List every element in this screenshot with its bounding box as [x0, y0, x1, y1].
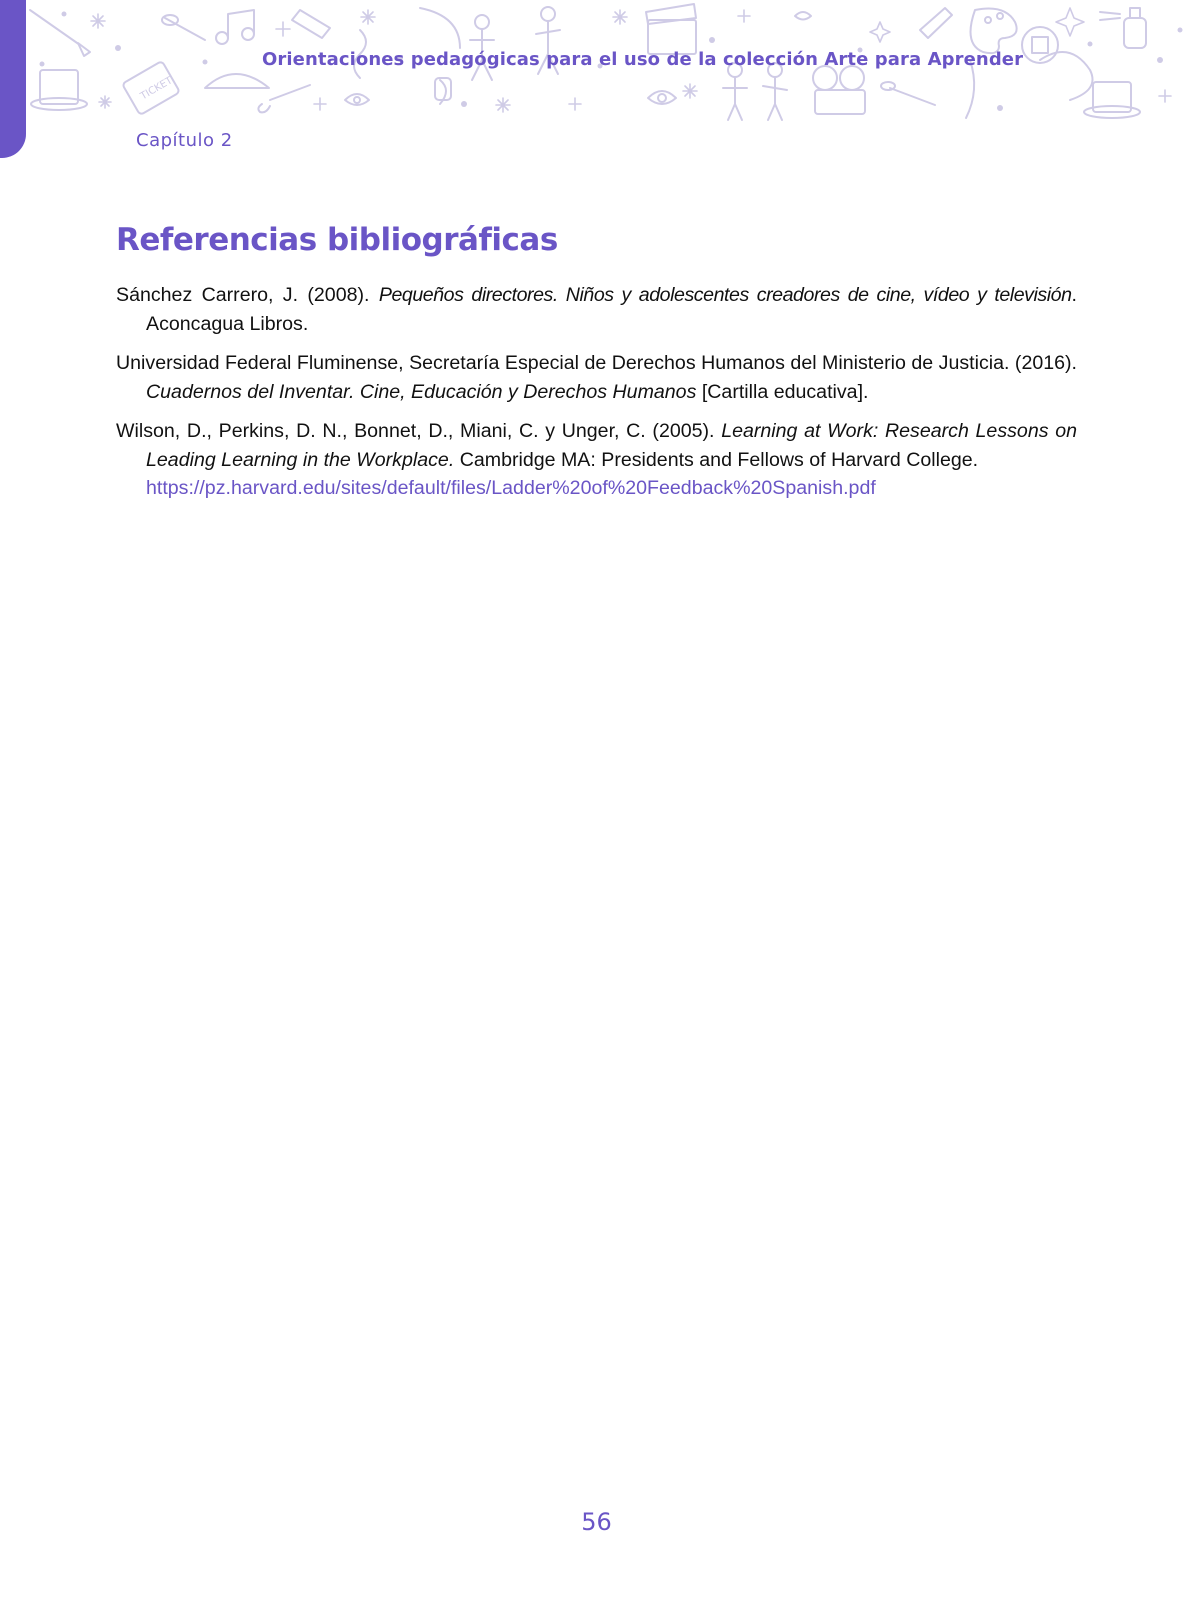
- reference-authors: Universidad Federal Fluminense, Secretaría Especial de Derechos Humanos del Ministerio de Justicia. (2016).: [116, 352, 1077, 374]
- paintbrush-icon: [258, 85, 310, 112]
- theater-figure-icon: [763, 63, 787, 120]
- running-title: Orientaciones pedagógicas para el uso de la colección Arte para Aprender: [262, 49, 1024, 70]
- eye-icon: [345, 94, 369, 105]
- reference-authors: Sánchez Carrero, J. (2008).: [116, 284, 379, 306]
- section-title: Referencias bibliográficas: [116, 222, 558, 258]
- reference-link[interactable]: https://pz.harvard.edu/sites/default/files/Ladder%20of%20Feedback%20Spanish.pdf: [146, 477, 876, 499]
- reference-publisher: [Cartilla educativa].: [696, 380, 869, 403]
- page-number: 56: [581, 1508, 612, 1536]
- spray-bottle-icon: [1100, 8, 1146, 48]
- reference-entry: [116, 349, 1077, 406]
- paintbrush-icon: [881, 82, 935, 105]
- eye-icon: [795, 12, 811, 20]
- chapter-label: Capítulo 2: [136, 130, 233, 151]
- reference-authors: Wilson, D., Perkins, D. N., Bonnet, D., Miani, C. y Unger, C. (2005).: [116, 420, 722, 442]
- reference-title: Cuadernos del Inventar. Cine, Educación y Derechos Humanos: [146, 380, 697, 403]
- theater-figure-icon: [470, 15, 494, 80]
- reference-title: Pequeños directores. Niños y adolescentes creadores de cine, vídeo y televisión: [378, 284, 1072, 306]
- top-hat-icon: [1084, 82, 1140, 118]
- paint-tube-icon: [292, 8, 952, 38]
- paintbrush-icon: [30, 10, 90, 56]
- music-note-icon: [216, 10, 254, 44]
- reference-publisher: Cambridge MA: Presidents and Fellows of Harvard College.: [454, 448, 979, 471]
- eye-icon: [648, 91, 676, 104]
- reference-entry: [116, 281, 1077, 338]
- film-camera-icon: [813, 66, 865, 114]
- paintbrush-icon: [162, 15, 205, 40]
- theater-figure-icon: [723, 63, 747, 120]
- reference-title: Learning at Work: Research Lessons on Leading Learning in the Workplace.: [146, 420, 1077, 471]
- svg-text:TICKET: TICKET: [138, 75, 175, 103]
- ticket-icon: [122, 61, 180, 115]
- clapperboard-icon: [646, 4, 696, 54]
- reference-list: [116, 281, 1077, 514]
- reference-publisher: . Aconcagua Libros.: [146, 284, 1077, 335]
- palette-icon: [971, 9, 1017, 54]
- reference-entry: [116, 417, 1077, 503]
- top-hat-icon: [31, 70, 87, 110]
